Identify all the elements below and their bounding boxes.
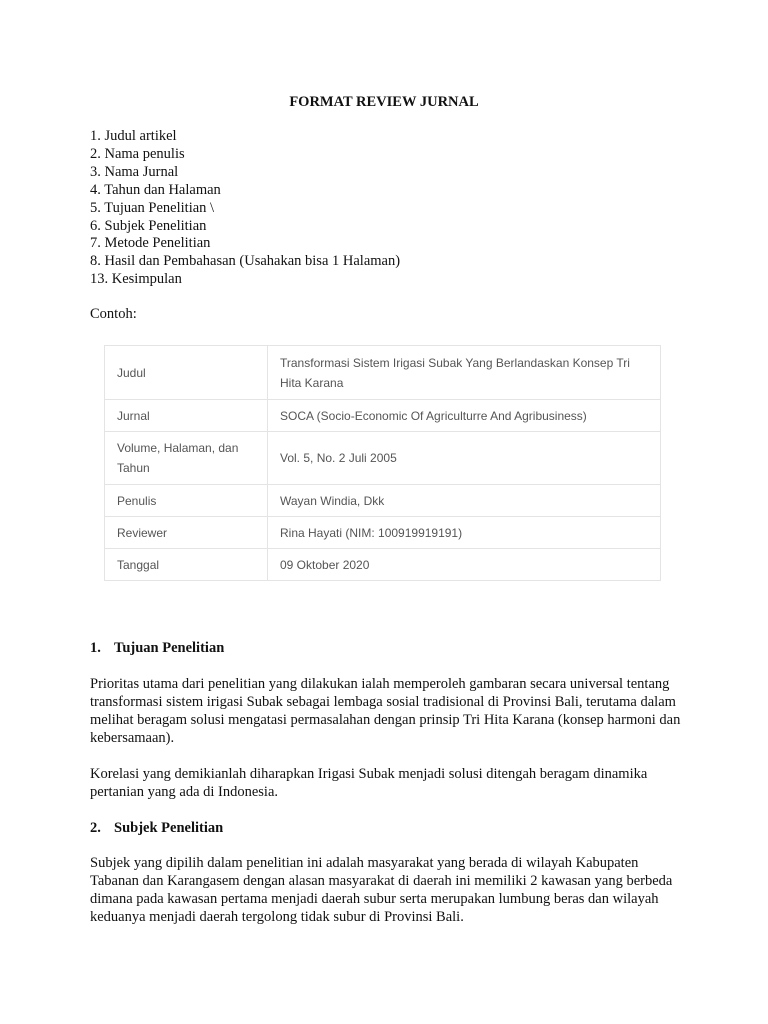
table-cell-key: Volume, Halaman, dan Tahun — [105, 432, 268, 485]
table-cell-value: Wayan Windia, Dkk — [268, 485, 661, 517]
list-item: 3. Nama Jurnal — [90, 163, 179, 180]
document-title: FORMAT REVIEW JURNAL — [289, 94, 479, 110]
list-item: 5. Tujuan Penelitian \ — [90, 199, 215, 216]
list-item: 4. Tahun dan Halaman — [90, 181, 221, 198]
table-row — [105, 432, 661, 485]
table-row — [105, 485, 661, 517]
list-item: 2. Nama penulis — [90, 145, 185, 162]
table-row — [105, 549, 661, 581]
paragraph: Prioritas utama dari penelitian yang dilakukan ialah memperoleh gambaran secara universal tentang transformasi sistem irigasi Subak sebagai lembaga sosial tradisional di Provinsi Bali, terutama dalam melihat beragam solusi mengatasi permasalahan dengan prinsip Tri Hita Karana (konsep harmoni dan kebersamaan). — [90, 676, 681, 746]
table-cell-key: Jurnal — [105, 400, 268, 432]
table-cell-key: Judul — [105, 346, 268, 400]
journal-info-table — [104, 345, 661, 581]
section-title: Subjek Penelitian — [114, 820, 224, 836]
section-number: 2. — [90, 820, 101, 836]
list-item: 13. Kesimpulan — [90, 271, 182, 288]
section-title: Tujuan Penelitian — [114, 640, 225, 656]
table-cell-value: SOCA (Socio-Economic Of Agriculturre And Agribusiness) — [268, 400, 661, 432]
section-heading-tujuan — [90, 640, 224, 657]
list-item: 8. Hasil dan Pembahasan (Usahakan bisa 1 Halaman) — [90, 253, 401, 270]
table-cell-value: Transformasi Sistem Irigasi Subak Yang Berlandaskan Konsep Tri Hita Karana — [268, 346, 661, 400]
list-item: 7. Metode Penelitian — [90, 235, 211, 252]
paragraph: Subjek yang dipilih dalam penelitian ini adalah masyarakat yang berada di wilayah Kabupaten Tabanan dan Karangasem dengan alasan masyarakat di daerah ini memiliki 2 kawasan yang berbeda dimana pada kawasan pertama menjadi daerah subur serta merupakan lumbung beras dan wilayah keduanya menjadi daerah tergolong tidak subur di Provinsi Bali. — [90, 855, 673, 925]
table-cell-key: Penulis — [105, 485, 268, 517]
example-label: Contoh: — [90, 306, 137, 322]
format-list — [90, 128, 400, 289]
table-cell-value: Rina Hayati (NIM: 100919919191) — [268, 517, 661, 549]
table-cell-key: Reviewer — [105, 517, 268, 549]
table-cell-value: 09 Oktober 2020 — [268, 549, 661, 581]
table-row — [105, 517, 661, 549]
table-cell-value: Vol. 5, No. 2 Juli 2005 — [268, 432, 661, 485]
table-row — [105, 346, 661, 400]
paragraph: Korelasi yang demikianlah diharapkan Irigasi Subak menjadi solusi ditengah beragam dinamika pertanian yang ada di Indonesia. — [90, 766, 648, 800]
table-cell-key: Tanggal — [105, 549, 268, 581]
list-item: 6. Subjek Penelitian — [90, 217, 207, 234]
table-row — [105, 400, 661, 432]
section-heading-subjek — [90, 820, 223, 837]
section-number: 1. — [90, 640, 101, 656]
list-item: 1. Judul artikel — [90, 128, 177, 144]
